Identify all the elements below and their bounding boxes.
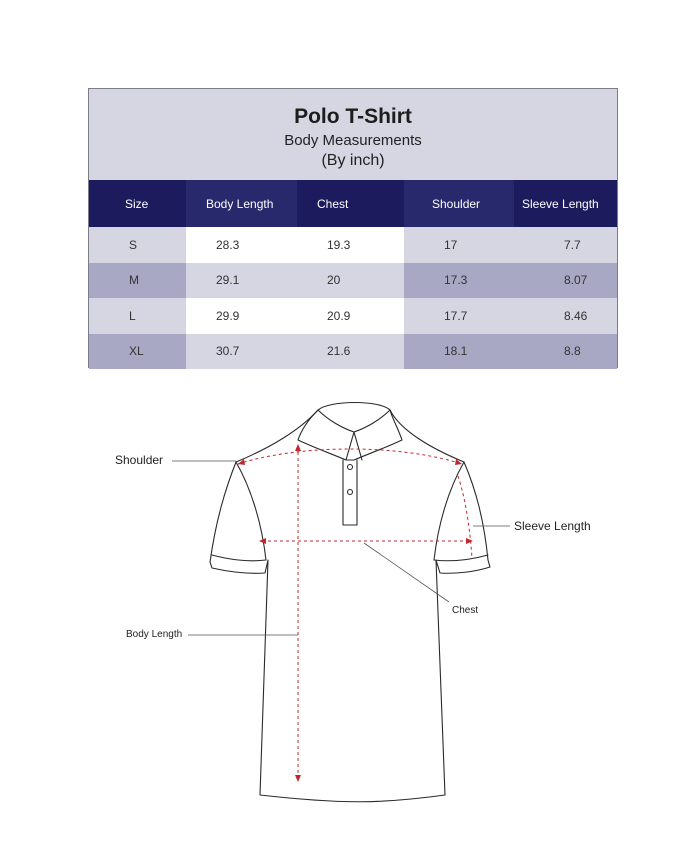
table-cell: 8.46 bbox=[514, 298, 617, 334]
chart-subtitle: Body Measurements bbox=[284, 132, 422, 149]
measurement-diagram bbox=[0, 380, 700, 840]
table-cell: 8.07 bbox=[514, 263, 617, 299]
table-row bbox=[89, 298, 617, 334]
table-cell: 29.1 bbox=[186, 263, 297, 299]
column-header-size: Size bbox=[89, 180, 186, 227]
column-header-shoulder: Shoulder bbox=[404, 180, 514, 227]
table-cell: 17.7 bbox=[404, 298, 514, 334]
polo-shirt-illustration bbox=[0, 380, 700, 840]
table-cell: L bbox=[89, 298, 186, 334]
table-row bbox=[89, 227, 617, 263]
sleeve-length-guide bbox=[458, 476, 472, 558]
shoulder-guide bbox=[238, 449, 462, 464]
table-cell: 8.8 bbox=[514, 334, 617, 370]
table-cell: 21.6 bbox=[297, 334, 404, 370]
shoulder-label: Shoulder bbox=[115, 453, 164, 467]
column-header-body-length: Body Length bbox=[186, 180, 297, 227]
table-row bbox=[89, 263, 617, 299]
table-cell: 18.1 bbox=[404, 334, 514, 370]
table-cell: 29.9 bbox=[186, 298, 297, 334]
chart-header bbox=[89, 89, 617, 180]
table-row bbox=[89, 334, 617, 370]
chart-title: Polo T-Shirt bbox=[294, 105, 412, 128]
table-cell: XL bbox=[89, 334, 186, 370]
table-cell: 17 bbox=[404, 227, 514, 263]
body-length-label: Body Length bbox=[126, 629, 183, 640]
table-header-row bbox=[89, 180, 617, 227]
table-cell: 7.7 bbox=[514, 227, 617, 263]
chart-unit: (By inch) bbox=[321, 152, 385, 169]
table-cell: 20.9 bbox=[297, 298, 404, 334]
table-cell: M bbox=[89, 263, 186, 299]
table-cell: 17.3 bbox=[404, 263, 514, 299]
sleeve-length-label: Sleeve Length bbox=[514, 519, 591, 533]
column-header-chest: Chest bbox=[297, 180, 404, 227]
size-table bbox=[89, 180, 617, 369]
table-cell: 30.7 bbox=[186, 334, 297, 370]
table-cell: S bbox=[89, 227, 186, 263]
table-cell: 20 bbox=[297, 263, 404, 299]
table-cell: 28.3 bbox=[186, 227, 297, 263]
measurement-guides bbox=[238, 446, 472, 780]
column-header-sleeve-length: Sleeve Length bbox=[514, 180, 617, 227]
table-cell: 19.3 bbox=[297, 227, 404, 263]
shirt-outline bbox=[210, 403, 490, 802]
chest-label: Chest bbox=[452, 605, 479, 616]
size-chart bbox=[88, 88, 618, 368]
